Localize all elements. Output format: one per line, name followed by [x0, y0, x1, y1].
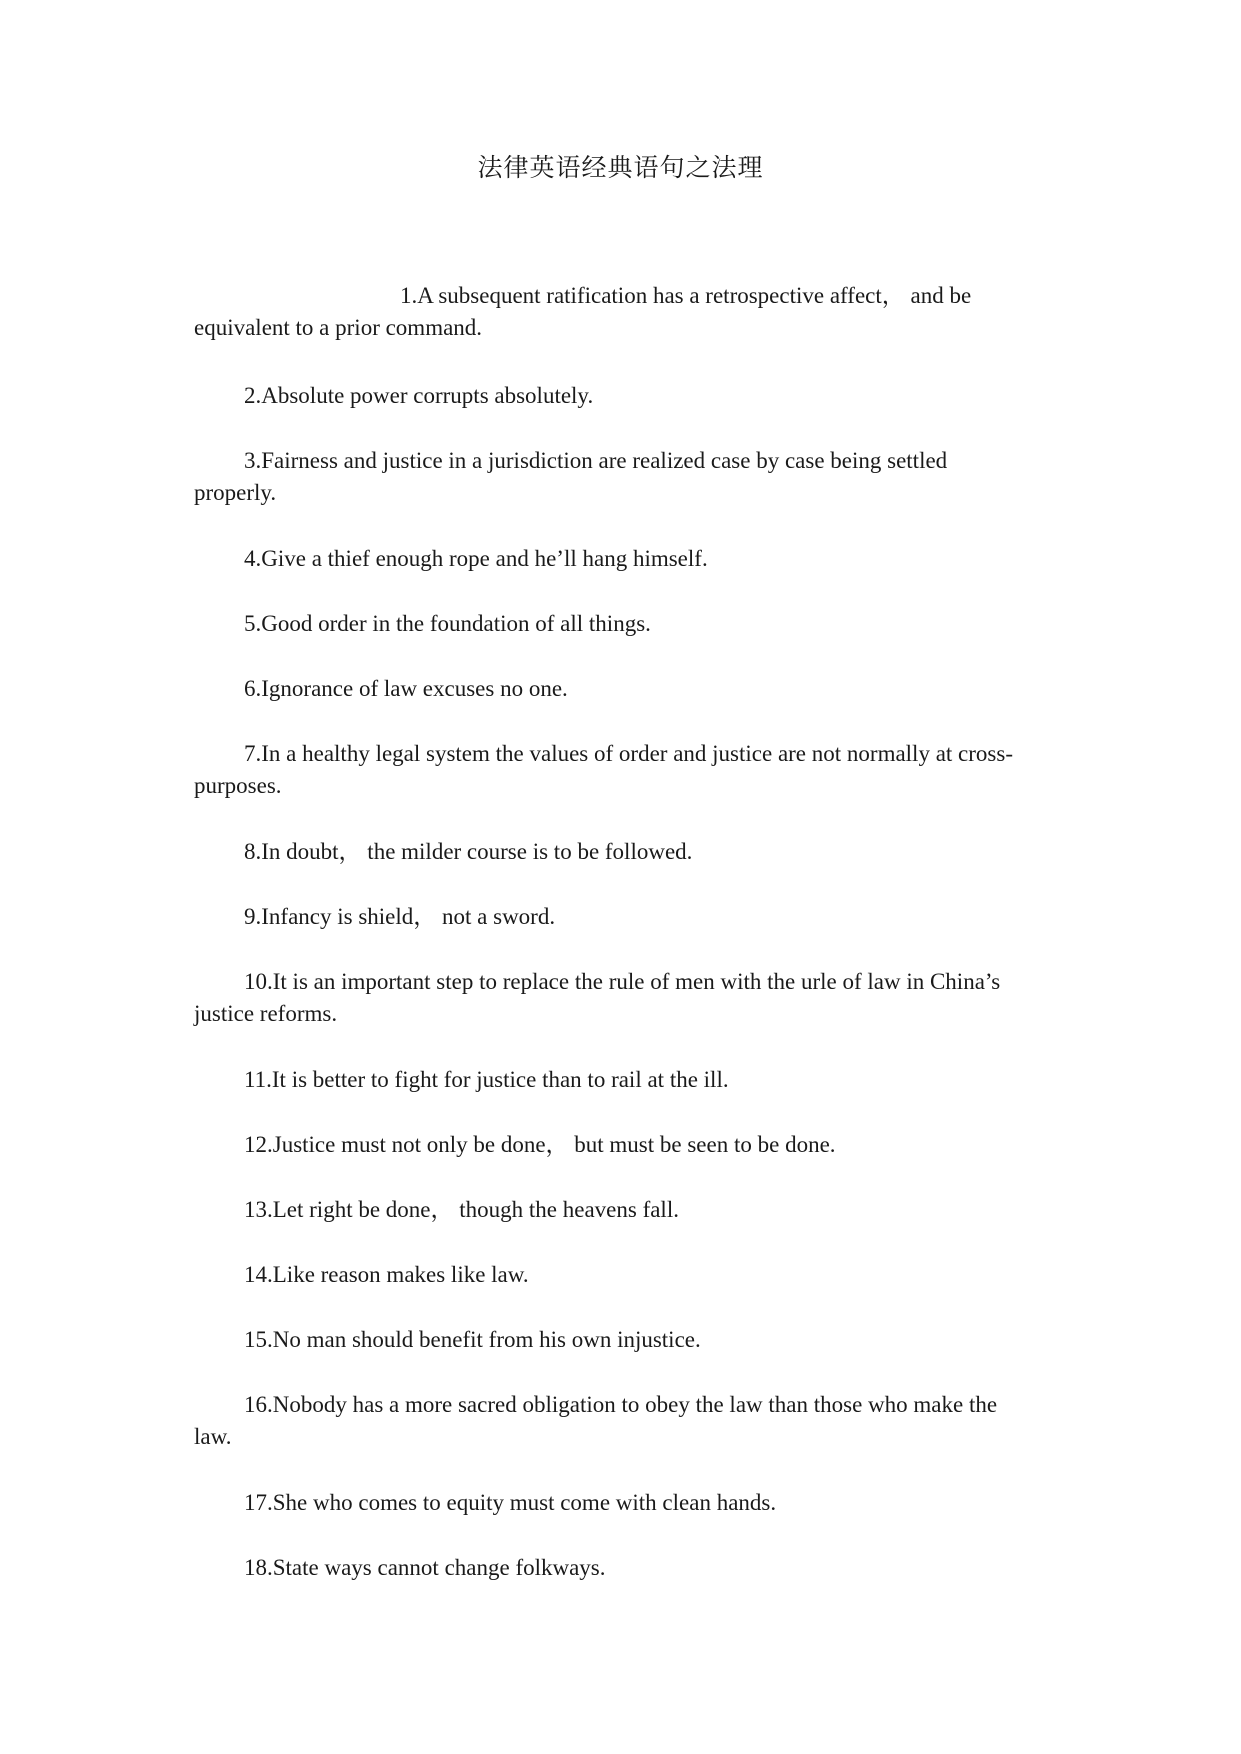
- paragraph-3: 3.Fairness and justice in a jurisdiction are realized case by case being settled properly.: [194, 448, 948, 505]
- paragraph-12: 12.Justice must not only be done， but must be seen to be done.: [244, 1132, 836, 1157]
- paragraph-8: 8.In doubt， the milder course is to be followed.: [244, 839, 693, 864]
- paragraph-6: 6.Ignorance of law excuses no one.: [244, 676, 568, 701]
- paragraph-10: 10.It is an important step to replace the rule of men with the urle of law in China’s justice reforms.: [194, 969, 1001, 1026]
- paragraph-1: 1.A subsequent ratification has a retrospective affect， and be equivalent to a prior command.: [194, 283, 972, 340]
- paragraph-4: 4.Give a thief enough rope and he’ll hang himself.: [244, 546, 708, 571]
- paragraph-2: 2.Absolute power corrupts absolutely.: [244, 383, 594, 408]
- paragraph-9: 9.Infancy is shield， not a sword.: [244, 904, 556, 929]
- paragraph-7: 7.In a healthy legal system the values of order and justice are not normally at cross-purposes.: [194, 741, 1013, 798]
- paragraph-15: 15.No man should benefit from his own injustice.: [244, 1327, 701, 1352]
- paragraph-13: 13.Let right be done， though the heavens fall.: [244, 1197, 679, 1222]
- paragraph-18: 18.State ways cannot change folkways.: [244, 1555, 606, 1580]
- paragraph-11: 11.It is better to fight for justice than to rail at the ill.: [244, 1067, 729, 1092]
- document-title: 法律英语经典语句之法理: [477, 155, 764, 182]
- paragraph-14: 14.Like reason makes like law.: [244, 1262, 529, 1287]
- paragraph-17: 17.She who comes to equity must come with clean hands.: [244, 1490, 777, 1515]
- paragraph-16: 16.Nobody has a more sacred obligation to obey the law than those who make the law.: [194, 1392, 998, 1449]
- paragraph-5: 5.Good order in the foundation of all things.: [244, 611, 651, 636]
